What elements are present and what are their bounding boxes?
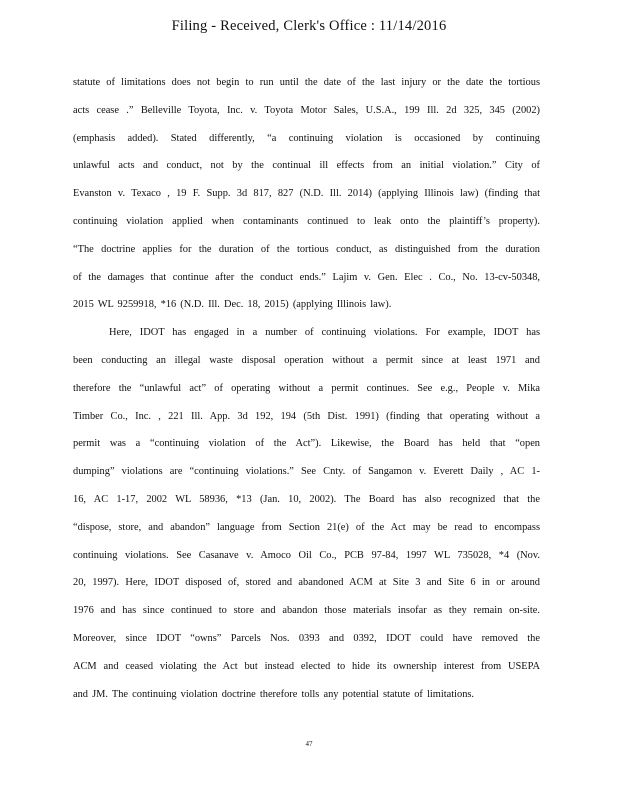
text-line: statute of limitations does not begin to run until the date of the last injury or the date the tortious (73, 77, 540, 88)
text-line: continuing violations. See Casanave v. Amoco Oil Co., PCB 97-84, 1997 WL 735028, *4 (Nov. (73, 549, 540, 561)
page-number: 47 (305, 740, 313, 748)
text-line: 20, 1997). Here, IDOT disposed of, stored and abandoned ACM at Site 3 and Site 6 in or around (73, 577, 540, 589)
text-line: Here, IDOT has engaged in a number of continuing violations. For example, IDOT has (109, 327, 540, 339)
filing-header: Filing - Received, Clerk's Office : 11/14/2016 (171, 18, 447, 34)
text-line: permit was a “continuing violation of the Act”). Likewise, the Board has held that “open (73, 438, 540, 450)
body-text (73, 69, 540, 708)
text-line: “The doctrine applies for the duration of the tortious conduct, as distinguished from the duration (73, 243, 540, 255)
text-line: Moreover, since IDOT “owns” Parcels Nos. 0393 and 0392, IDOT could have removed the (73, 632, 540, 644)
text-line: been conducting an illegal waste disposal operation without a permit since at least 1971 and (73, 354, 540, 366)
text-line: 1976 and has since continued to store and abandon those materials insofar as they remain on-site. (73, 605, 540, 617)
text-line: and JM. The continuing violation doctrine therefore tolls any potential statute of limitations. (73, 688, 475, 700)
text-line: 16, AC 1-17, 2002 WL 58936, *13 (Jan. 10, 2002). The Board has also recognized that the (73, 493, 540, 505)
text-line: “dispose, store, and abandon” language from Section 21(e) of the Act may be read to encompass (73, 521, 540, 533)
text-line: Timber Co., Inc. , 221 Ill. App. 3d 192, 194 (5th Dist. 1991) (finding that operating without a (73, 410, 540, 422)
text-line: acts cease .” Belleville Toyota, Inc. v. Toyota Motor Sales, U.S.A., 199 Ill. 2d 325, 345 (2002) (73, 104, 540, 116)
text-line: therefore the “unlawful act” of operating without a permit continues. See e.g., People v. Mika (73, 382, 540, 394)
text-line: 2015 WL 9259918, *16 (N.D. Ill. Dec. 18, 2015) (applying Illinois law). (73, 299, 392, 311)
text-line: continuing violation applied when contaminants continued to leak onto the plaintiff’s property). (73, 215, 540, 227)
text-line: of the damages that continue after the conduct ends.” Lajim v. Gen. Elec . Co., No. 13-cv-50348, (73, 271, 540, 283)
text-line: (emphasis added). Stated differently, “a continuing violation is occasioned by continuing (73, 132, 540, 144)
text-line: unlawful acts and conduct, not by the continual ill effects from an initial violation.” City of (73, 160, 540, 172)
text-line: Evanston v. Texaco , 19 F. Supp. 3d 817, 827 (N.D. Ill. 2014) (applying Illinois law) (finding that (73, 188, 540, 200)
text-line: ACM and ceased violating the Act but instead elected to hide its ownership interest from USEPA (73, 660, 540, 672)
text-line: dumping” violations are “continuing violations.” See Cnty. of Sangamon v. Everett Daily , AC 1- (73, 466, 540, 478)
